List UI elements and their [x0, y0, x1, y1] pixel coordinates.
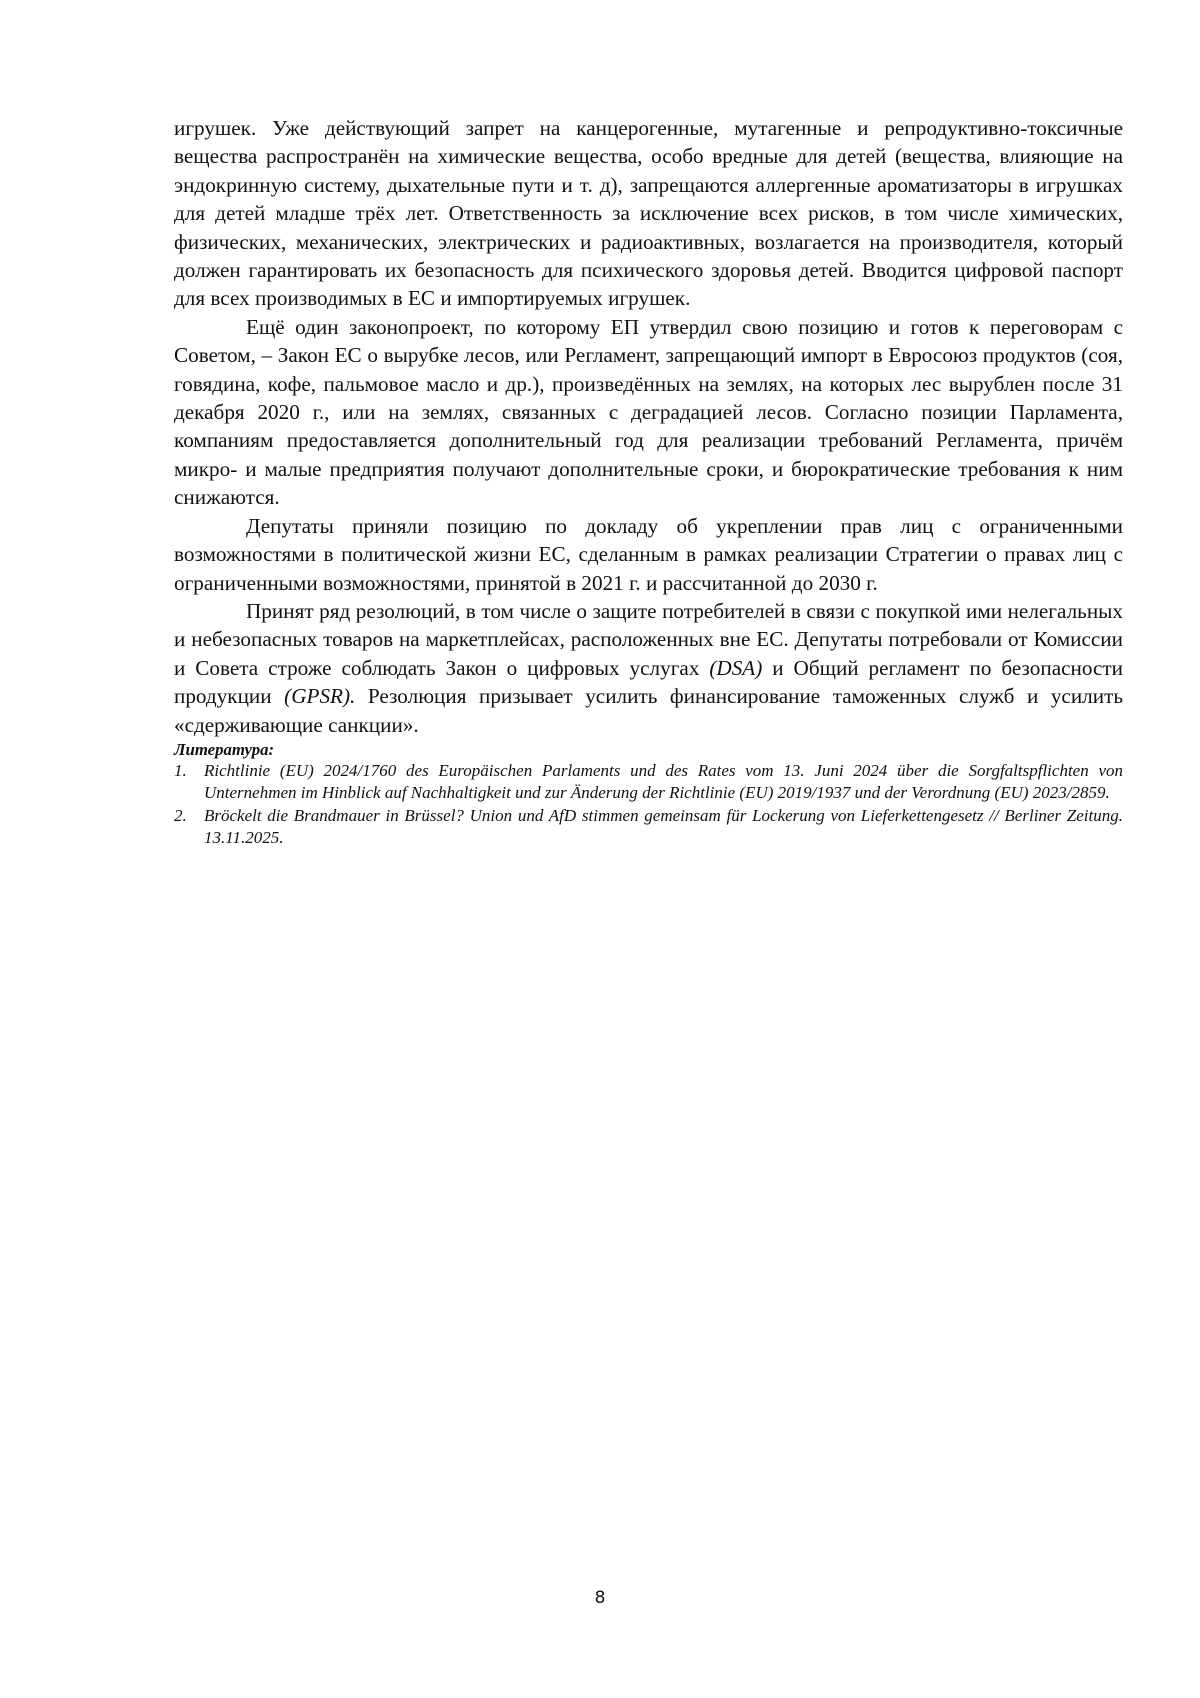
references-list	[174, 760, 1123, 850]
paragraph-text: и Общий регламент по безопасности продукции	[174, 655, 1123, 709]
body-paragraph: Ещё один законопроект, по которому ЕП утвердил свою позицию и готов к переговорам с Советом, – Закон ЕС о вырубке лесов, или Регламент, запрещающий импорт в Евросоюз продуктов (соя, говядина, кофе, пальмовое масло и др.), произведённых на землях, на которых лес вырублен после 31 декабря 2020 г., или на землях, связанных с деградацией лесов. Согласно позиции Парламента, компаниям предоставляется дополнительный год для реализации требований Регламента, причём микро- и малые предприятия получают дополнительные сроки, и бюрократические требования к ним снижаются.	[174, 314, 1123, 510]
paragraph-text: Резолюция призывает усилить финансирование таможенных служб и усилить «сдерживающие санкции».	[174, 684, 1123, 737]
reference-number: 2.	[174, 805, 187, 825]
page-number: 8	[594, 1588, 606, 1608]
references-heading: Литература:	[174, 739, 275, 759]
reference-number: 1.	[174, 760, 187, 780]
reference-item	[174, 805, 1123, 850]
dsa-abbreviation: (DSA)	[709, 655, 763, 680]
reference-text: Bröckelt die Brandmauer in Brüssel? Union und AfD stimmen gemeinsam für Lockerung von Lieferkettengesetz // Berliner Zeitung. 13.11.2025.	[204, 805, 1123, 848]
body-paragraph: игрушек. Уже действующий запрет на канцерогенные, мутагенные и репродуктивно-токсичные вещества распространён на химические вещества, особо вредные для детей (вещества, влияющие на эндокринную систему, дыхательные пути и т. д), запрещаются аллергенные ароматизаторы в игрушках для детей младше трёх лет. Ответственность за исключение всех рисков, в том числе химических, физических, механических, электрических и радиоактивных, возлагается на производителя, который должен гарантировать их безопасность для психического здоровья детей. Вводится цифровой паспорт для всех производимых в ЕС и импортируемых игрушек.	[174, 116, 1123, 311]
gpsr-abbreviation: (GPSR).	[284, 684, 356, 709]
page-body	[174, 114, 1123, 850]
body-paragraph: Депутаты приняли позицию по докладу об укреплении прав лиц с ограниченными возможностями в политической жизни ЕС, сделанным в рамках реализации Стратегии о правах лиц с ограниченными возможностями, принятой в 2021 г. и рассчитанной до 2030 г.	[174, 513, 1123, 595]
reference-text: Richtlinie (EU) 2024/1760 des Europäischen Parlaments und des Rates vom 13. Juni 2024 über die Sorgfaltspflichten von Unternehmen im Hinblick auf Nachhaltigkeit und zur Änderung der Richtlinie (EU) 2019/1937 und der Verordnung (EU) 2023/2859.	[204, 760, 1123, 803]
reference-item	[174, 760, 1123, 805]
paragraph-text: Принят ряд резолюций, в том числе о защите потребителей в связи с покупкой ими нелегальных и небезопасных товаров на маркетплейсах, расположенных вне ЕС. Депутаты потребовали от Комиссии и Совета строже соблюдать Закон о цифровых услугах	[174, 598, 1123, 680]
body-paragraph	[174, 597, 1123, 739]
